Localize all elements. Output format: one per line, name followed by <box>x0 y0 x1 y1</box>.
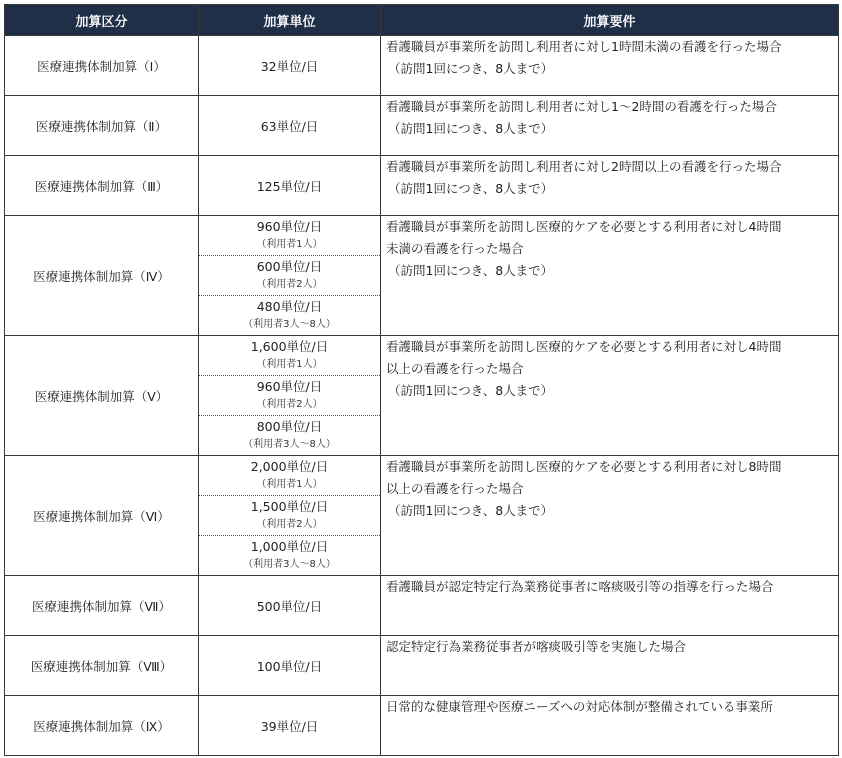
requirement-text: 認定特定行為業務従事者が喀痰吸引等を実施した場合 <box>386 639 687 654</box>
requirement-text: 日常的な健康管理や医療ニーズへの対応体制が整備されている事業所 <box>386 699 773 714</box>
requirement-text: 看護職員が事業所を訪問し医療的ケアを必要とする利用者に対し4時間 <box>386 339 782 354</box>
row-category: 医療連携体制加算（Ⅶ） <box>5 576 199 636</box>
addition-table <box>4 4 839 756</box>
tier-amount: 1,500単位/日 <box>250 499 329 514</box>
requirement-note: （訪問1回につき、8人まで） <box>388 263 554 278</box>
requirement-text: 看護職員が事業所を訪問し利用者に対し1時間未満の看護を行った場合 <box>386 39 782 54</box>
tier-amount: 800単位/日 <box>256 419 323 434</box>
table-row <box>5 156 839 216</box>
requirement-note: （訪問1回につき、8人まで） <box>388 383 554 398</box>
unit-tier <box>199 416 380 455</box>
tier-users: （利用者3人～8人） <box>243 559 336 570</box>
unit-tier <box>199 336 380 376</box>
tier-users: （利用者2人） <box>256 519 323 530</box>
row-unit-tiers <box>199 456 381 576</box>
unit-tier <box>199 376 380 416</box>
row-unit: 100単位/日 <box>199 636 381 696</box>
tier-users: （利用者1人） <box>256 359 323 370</box>
tier-users: （利用者3人～8人） <box>243 439 336 450</box>
requirement-note: （訪問1回につき、8人まで） <box>388 181 554 196</box>
requirement-note: （訪問1回につき、8人まで） <box>388 121 554 136</box>
row-unit: 500単位/日 <box>199 576 381 636</box>
unit-tier <box>199 216 380 256</box>
row-category: 医療連携体制加算（Ⅰ） <box>5 36 199 96</box>
requirement-note: （訪問1回につき、8人まで） <box>388 503 554 518</box>
row-requirement <box>381 36 839 96</box>
row-unit: 39単位/日 <box>199 696 381 756</box>
row-unit-tiers <box>199 216 381 336</box>
requirement-text: 看護職員が事業所を訪問し医療的ケアを必要とする利用者に対し4時間 <box>386 219 782 234</box>
row-category: 医療連携体制加算（Ⅷ） <box>5 636 199 696</box>
row-requirement <box>381 576 839 636</box>
table-row <box>5 216 839 336</box>
header-requirement: 加算要件 <box>381 5 839 36</box>
tier-amount: 1,600単位/日 <box>250 339 329 354</box>
tier-users: （利用者1人） <box>256 479 323 490</box>
row-requirement <box>381 636 839 696</box>
header-row <box>5 5 839 36</box>
row-category: 医療連携体制加算（Ⅵ） <box>5 456 199 576</box>
row-requirement <box>381 216 839 336</box>
tier-amount: 960単位/日 <box>256 379 323 394</box>
requirement-text: 未満の看護を行った場合 <box>386 241 524 256</box>
header-unit: 加算単位 <box>199 5 381 36</box>
tier-users: （利用者2人） <box>256 399 323 410</box>
requirement-note: （訪問1回につき、8人まで） <box>388 61 554 76</box>
row-category: 医療連携体制加算（Ⅴ） <box>5 336 199 456</box>
row-category: 医療連携体制加算（Ⅳ） <box>5 216 199 336</box>
row-category: 医療連携体制加算（Ⅱ） <box>5 96 199 156</box>
tier-amount: 480単位/日 <box>256 299 323 314</box>
table-row <box>5 636 839 696</box>
row-unit: 32単位/日 <box>199 36 381 96</box>
requirement-text: 看護職員が認定特定行為業務従事者に喀痰吸引等の指導を行った場合 <box>386 579 774 594</box>
unit-tier <box>199 456 380 496</box>
tier-users: （利用者3人～8人） <box>243 319 336 330</box>
row-requirement <box>381 336 839 456</box>
table-row <box>5 96 839 156</box>
unit-tier <box>199 496 380 536</box>
row-requirement <box>381 156 839 216</box>
row-unit: 63単位/日 <box>199 96 381 156</box>
tier-amount: 960単位/日 <box>256 219 323 234</box>
row-requirement <box>381 696 839 756</box>
requirement-text: 看護職員が事業所を訪問し利用者に対し1～2時間の看護を行った場合 <box>386 99 777 114</box>
header-category: 加算区分 <box>5 5 199 36</box>
unit-tier <box>199 256 380 296</box>
table-row <box>5 456 839 576</box>
tier-amount: 600単位/日 <box>256 259 323 274</box>
unit-tier <box>199 536 380 575</box>
table-row <box>5 336 839 456</box>
unit-tier <box>199 296 380 335</box>
row-requirement <box>381 96 839 156</box>
requirement-text: 以上の看護を行った場合 <box>386 361 524 376</box>
tier-users: （利用者1人） <box>256 239 323 250</box>
row-category: 医療連携体制加算（Ⅸ） <box>5 696 199 756</box>
table-row <box>5 576 839 636</box>
table-row <box>5 36 839 96</box>
row-unit-tiers <box>199 336 381 456</box>
row-category: 医療連携体制加算（Ⅲ） <box>5 156 199 216</box>
requirement-text: 看護職員が事業所を訪問し利用者に対し2時間以上の看護を行った場合 <box>386 159 782 174</box>
tier-users: （利用者2人） <box>256 279 323 290</box>
table-row <box>5 696 839 756</box>
requirement-text: 看護職員が事業所を訪問し医療的ケアを必要とする利用者に対し8時間 <box>386 459 782 474</box>
row-unit: 125単位/日 <box>199 156 381 216</box>
row-requirement <box>381 456 839 576</box>
requirement-text: 以上の看護を行った場合 <box>386 481 524 496</box>
tier-amount: 1,000単位/日 <box>250 539 329 554</box>
tier-amount: 2,000単位/日 <box>250 459 329 474</box>
